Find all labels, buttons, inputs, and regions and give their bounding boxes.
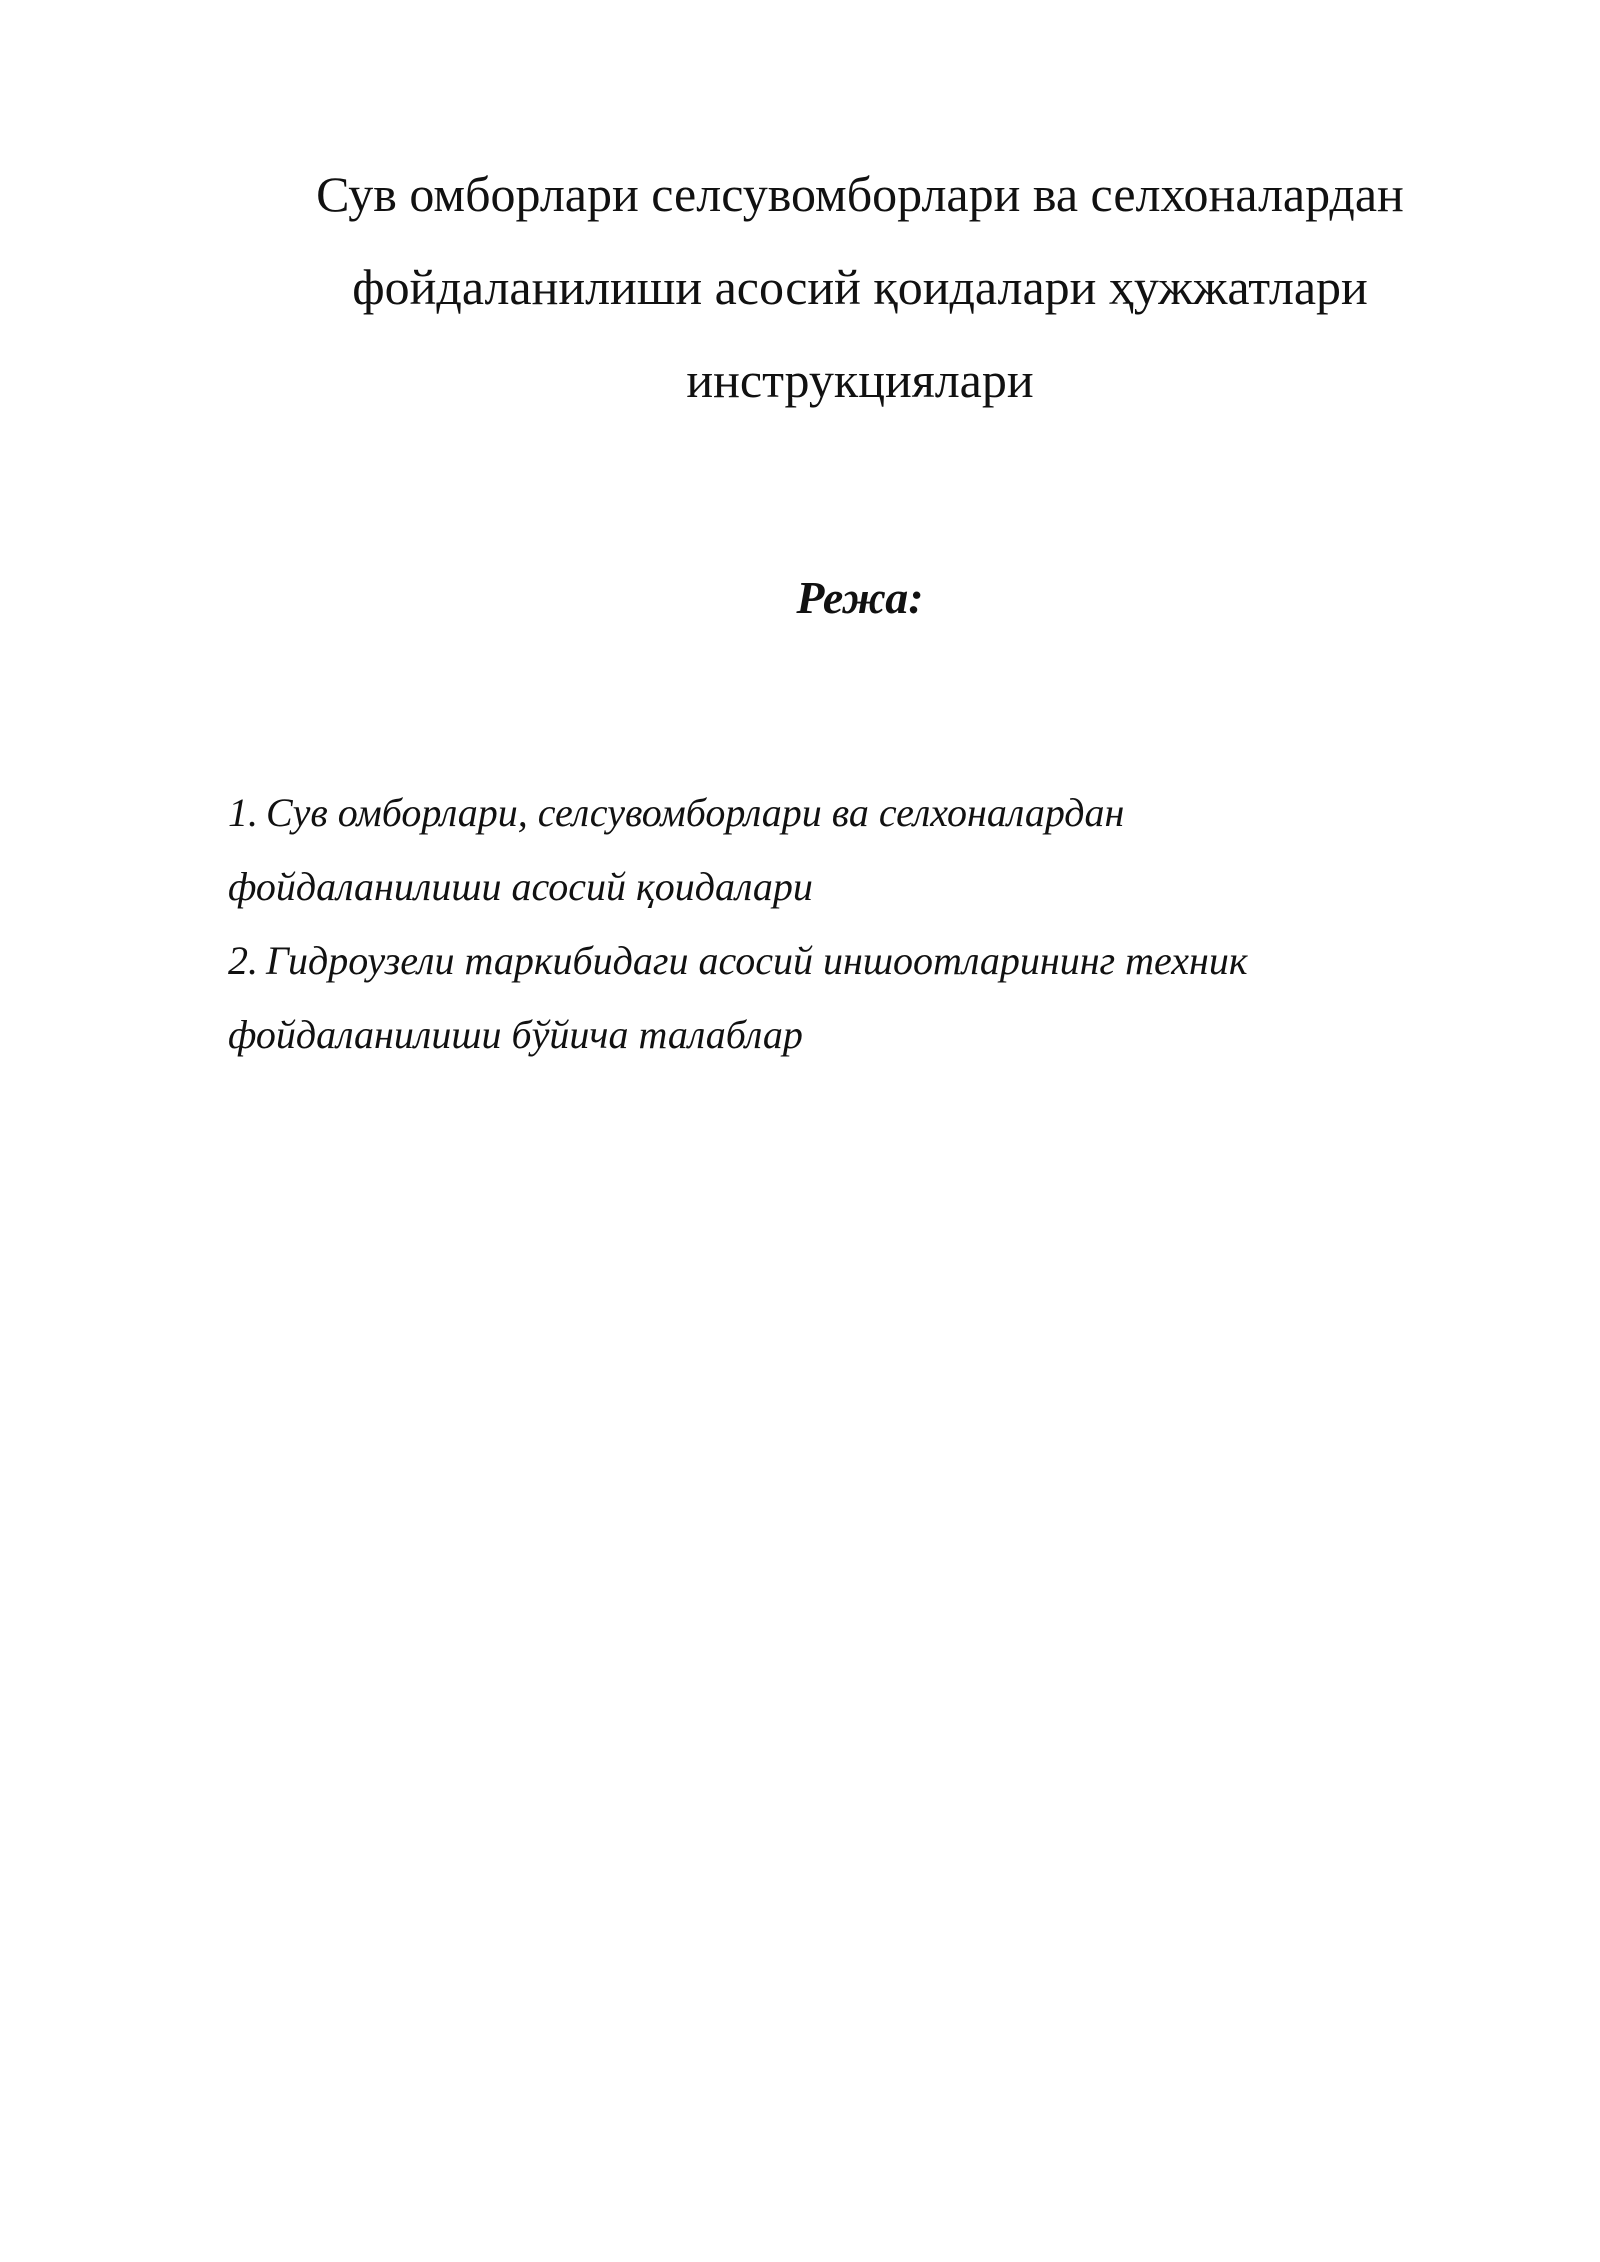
plan-list xyxy=(228,776,1428,1072)
plan-item-2 xyxy=(228,924,1428,1072)
plan-item-2-text-line-1: Гидроузели таркибидаги асосий иншоотларининг техник xyxy=(266,938,1248,983)
plan-item-1-first-line xyxy=(228,776,1428,850)
plan-item-2-first-line xyxy=(228,924,1428,998)
plan-item-1-number: 1. xyxy=(228,790,258,835)
plan-item-2-number: 2. xyxy=(228,938,258,983)
plan-item-1-text-line-1: Сув омборлари, селсувомборлари ва селхоналардан xyxy=(266,790,1125,835)
title-line-3: инструкциялари xyxy=(686,352,1034,408)
plan-item-2-text-line-2: фойдаланилиши бўйича талаблар xyxy=(228,1012,803,1057)
title-line-1: Сув омборлари селсувомборлари ва селхоналардан xyxy=(316,166,1404,222)
document-title xyxy=(180,148,1540,427)
plan-heading: Режа: xyxy=(796,572,924,623)
plan-item-1 xyxy=(228,776,1428,924)
plan-item-1-text-line-2: фойдаланилиши асосий қоидалари xyxy=(228,864,813,909)
title-line-2: фойдаланилиши асосий қоидалари ҳужжатлари xyxy=(352,259,1368,315)
